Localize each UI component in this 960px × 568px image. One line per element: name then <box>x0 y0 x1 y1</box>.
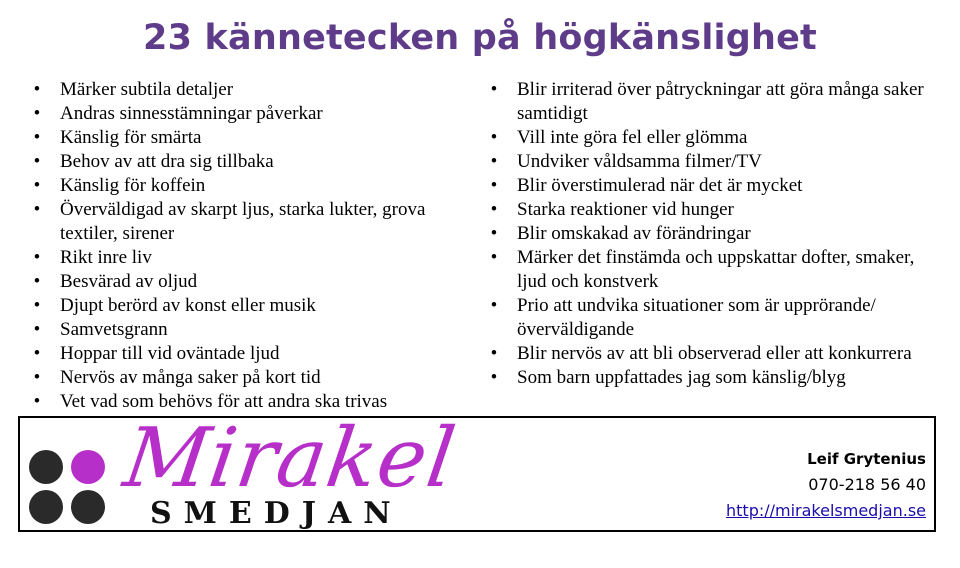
right-item <box>487 174 927 198</box>
bullet-icon: • <box>33 151 41 172</box>
left-item <box>30 126 470 150</box>
website-link[interactable]: http://mirakelsmedjan.se <box>726 501 926 520</box>
right-item <box>487 246 927 294</box>
bullet-icon: • <box>490 343 498 364</box>
bullet-icon: • <box>33 127 41 148</box>
logo-subtitle: SMEDJAN <box>150 496 403 531</box>
bullet-icon: • <box>490 199 498 220</box>
right-item-text: Märker det finstämda och uppskattar dofter, smaker, ljud och konstverk <box>517 247 915 292</box>
page-title: 23 kännetecken på högkänslighet <box>143 18 817 58</box>
footer-banner <box>18 411 936 532</box>
bullet-icon: • <box>33 319 41 340</box>
bullet-icon: • <box>33 295 41 316</box>
right-item-text: Blir överstimulerad när det är mycket <box>517 175 803 196</box>
left-item <box>30 78 470 102</box>
right-trait-list <box>487 78 927 390</box>
left-item-text: Känslig för koffein <box>60 175 206 196</box>
logo-dots-icon <box>28 449 108 527</box>
left-item-text: Känslig för smärta <box>60 127 202 148</box>
bullet-icon: • <box>33 343 41 364</box>
right-item <box>487 150 927 174</box>
bullet-icon: • <box>33 271 41 292</box>
right-item <box>487 222 927 246</box>
logo-dot-top-right <box>71 450 105 484</box>
left-item-text: Behov av att dra sig tillbaka <box>60 151 274 172</box>
right-item-text: Blir nervös av att bli observerad eller att konkurrera <box>517 343 912 364</box>
bullet-icon: • <box>490 223 498 244</box>
bullet-icon: • <box>490 295 498 316</box>
right-item-text: Vill inte göra fel eller glömma <box>517 127 748 148</box>
right-item-text: Blir omskakad av förändringar <box>517 223 751 244</box>
bullet-icon: • <box>33 247 41 268</box>
right-item-text: Prio att undvika situationer som är upprörande/överväldigande <box>517 295 876 340</box>
left-item-text: Djupt berörd av konst eller musik <box>60 295 316 316</box>
bullet-icon: • <box>490 79 498 100</box>
right-item <box>487 198 927 222</box>
bullet-icon: • <box>490 175 498 196</box>
right-item <box>487 342 927 366</box>
left-item <box>30 270 470 294</box>
left-item-text: Samvetsgrann <box>60 319 168 340</box>
bullet-icon: • <box>33 79 41 100</box>
bullet-icon: • <box>33 199 41 220</box>
left-item <box>30 174 470 198</box>
right-item <box>487 294 927 342</box>
bullet-icon: • <box>33 391 41 412</box>
logo-script-text: Mirakel <box>118 411 462 506</box>
left-item-text: Märker subtila detaljer <box>60 79 234 100</box>
bullet-icon: • <box>33 103 41 124</box>
logo-dot-bottom-left <box>29 490 63 524</box>
bullet-icon: • <box>490 367 498 388</box>
left-item-text: Besvärad av oljud <box>60 271 198 292</box>
left-item <box>30 246 470 270</box>
left-item <box>30 150 470 174</box>
left-item <box>30 318 470 342</box>
left-item-text: Vet vad som behövs för att andra ska trivas <box>60 391 388 412</box>
left-item <box>30 198 470 246</box>
left-item <box>30 342 470 366</box>
right-item <box>487 126 927 150</box>
left-item-text: Hoppar till vid oväntade ljud <box>60 343 280 364</box>
bullet-icon: • <box>490 151 498 172</box>
contact-block <box>726 446 926 524</box>
left-item-text: Nervös av många saker på kort tid <box>60 367 321 388</box>
right-item-text: Blir irriterad över påtryckningar att göra många saker samtidigt <box>517 79 924 124</box>
bullet-icon: • <box>490 247 498 268</box>
left-item <box>30 102 470 126</box>
logo-dot-top-left <box>29 450 63 484</box>
right-item-text: Starka reaktioner vid hunger <box>517 199 734 220</box>
left-item-text: Rikt inre liv <box>60 247 152 268</box>
bullet-icon: • <box>490 127 498 148</box>
logo-dot-bottom-right <box>71 490 105 524</box>
contact-name: Leif Grytenius <box>807 450 926 468</box>
right-item <box>487 366 927 390</box>
right-item-text: Undviker våldsamma filmer/TV <box>517 151 762 172</box>
left-trait-list <box>30 78 470 414</box>
left-item <box>30 294 470 318</box>
right-item-text: Som barn uppfattades jag som känslig/blyg <box>517 367 846 388</box>
left-item-text: Överväldigad av skarpt ljus, starka lukter, grova textiler, sirener <box>60 199 426 244</box>
bullet-icon: • <box>33 175 41 196</box>
left-item-text: Andras sinnesstämningar påverkar <box>60 103 323 124</box>
left-item <box>30 366 470 390</box>
contact-phone: 070-218 56 40 <box>808 475 926 494</box>
bullet-icon: • <box>33 367 41 388</box>
right-item <box>487 78 927 126</box>
